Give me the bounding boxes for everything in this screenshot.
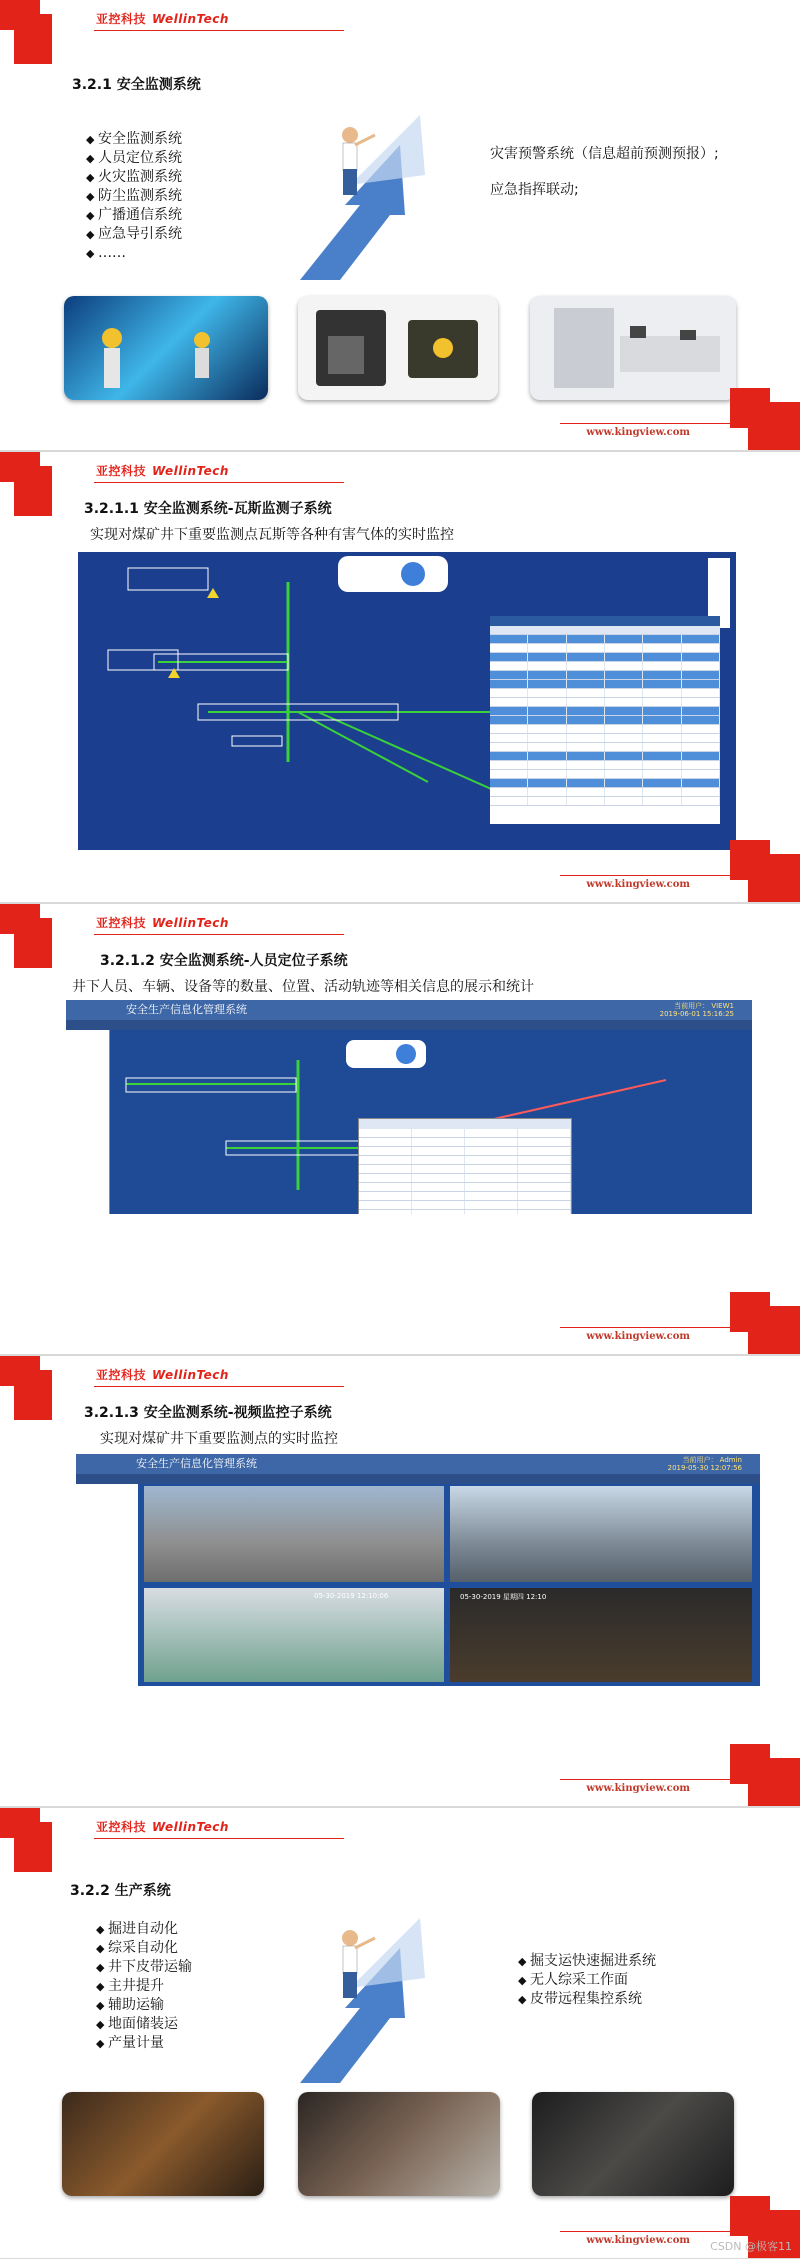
brand-logo: 亚控科技 WellinTech [96, 464, 229, 478]
camera-list[interactable] [76, 1484, 138, 1686]
corner-decoration [14, 918, 52, 968]
corner-decoration [14, 14, 52, 64]
divider [94, 1386, 344, 1387]
belt-conveyor-photo [532, 2092, 734, 2196]
bullet-list-left [96, 1920, 192, 2053]
divider [94, 1838, 344, 1839]
gas-monitoring-screen [78, 552, 736, 850]
footer-url: www.kingview.com [586, 879, 690, 890]
slide-safety-monitoring [0, 0, 800, 450]
corner-decoration [748, 402, 800, 450]
corner-decoration [748, 854, 800, 902]
personnel-table [358, 1118, 572, 1214]
divider [94, 482, 344, 483]
side-text: 灾害预警系统（信息超前预测预报）; 应急指挥联动; [490, 146, 719, 198]
personnel-app-screen [66, 1000, 752, 1214]
page-title: 3.2.1.1 安全监测系统-瓦斯监测子系统 [84, 501, 332, 517]
bullet-list [86, 130, 182, 263]
footer-url: www.kingview.com [586, 427, 690, 438]
list-item: ◆ 主井提升 [96, 1977, 192, 1996]
footer-url: www.kingview.com [586, 1331, 690, 1342]
header-info: 当前用户： VIEW1 2019-06-01 15:16:25 [659, 1002, 734, 1018]
app-title: 安全生产信息化管理系统 [66, 1000, 752, 1020]
list-item: ◆ 火灾监测系统 [86, 168, 182, 187]
control-cabinet-photo [530, 296, 736, 400]
camera-timestamp: 05-30-2019 星期四 12:10 [460, 1593, 547, 1601]
camera-view-3[interactable] [144, 1588, 444, 1682]
corner-decoration [14, 1822, 52, 1872]
list-item: ◆ 综采自动化 [96, 1939, 192, 1958]
list-item: ◆ 无人综采工作面 [518, 1971, 656, 1990]
list-item: ◆ 辅助运输 [96, 1996, 192, 2015]
brand-logo: 亚控科技 WellinTech [96, 1820, 229, 1834]
slide-gas-monitoring [0, 452, 800, 902]
camera-timestamp: 05-30-2019 12:10:06 [314, 1592, 389, 1600]
list-item: ◆ 产量计量 [96, 2034, 192, 2053]
footer-url: www.kingview.com [586, 1783, 690, 1794]
camera-view-4[interactable] [450, 1588, 752, 1682]
page-title: 3.2.1.3 安全监测系统-视频监控子系统 [84, 1405, 332, 1421]
video-app-screen [76, 1454, 760, 1686]
footer-url: www.kingview.com [586, 2235, 690, 2246]
page-subtitle: 井下人员、车辆、设备等的数量、位置、活动轨迹等相关信息的展示和统计 [72, 979, 534, 995]
watermark: CSDN @极客11 [710, 2240, 792, 2253]
corner-decoration [14, 466, 52, 516]
corner-decoration [748, 1758, 800, 1806]
list-item: ◆ 安全监测系统 [86, 130, 182, 149]
slide-production-systems [0, 1808, 800, 2258]
climbing-man-illustration [240, 105, 440, 285]
climbing-man-illustration [240, 1908, 440, 2088]
list-item: ◆ 皮带远程集控系统 [518, 1990, 656, 2009]
brand-logo: 亚控科技 WellinTech [96, 916, 229, 930]
camera-view-2[interactable] [450, 1486, 752, 1582]
slide-video-surveillance [0, 1356, 800, 1806]
header-info: 当前用户： Admin 2019-05-30 12:07:56 [667, 1456, 742, 1472]
page-subtitle: 实现对煤矿井下重要监测点的实时监控 [100, 1431, 338, 1447]
app-title: 安全生产信息化管理系统 [76, 1454, 760, 1474]
miners-tunnel-photo [64, 296, 268, 400]
page-title: 3.2.1 安全监测系统 [72, 77, 201, 93]
divider [94, 934, 344, 935]
list-item: ◆ 广播通信系统 [86, 206, 182, 225]
brand-logo: 亚控科技 WellinTech [96, 12, 229, 26]
camera-view-1[interactable] [144, 1486, 444, 1582]
telephone-equipment-photo [298, 296, 498, 400]
page-subtitle: 实现对煤矿井下重要监测点瓦斯等各种有害气体的实时监控 [90, 527, 454, 543]
page-title: 3.2.2 生产系统 [70, 1883, 171, 1899]
bullet-list-right [518, 1952, 656, 2009]
excavation-photo [62, 2092, 264, 2196]
app-nav[interactable] [76, 1474, 760, 1484]
slide-personnel-positioning [0, 904, 800, 1354]
divider [94, 30, 344, 31]
list-item: ◆ 人员定位系统 [86, 149, 182, 168]
list-item: ◆ 掘支运快速掘进系统 [518, 1952, 656, 1971]
list-item: ◆ 掘进自动化 [96, 1920, 192, 1939]
list-item: ◆ 防尘监测系统 [86, 187, 182, 206]
corner-decoration [14, 1370, 52, 1420]
list-item: ◆ 地面储装运 [96, 2015, 192, 2034]
corner-decoration [748, 1306, 800, 1354]
list-item: ◆ 井下皮带运输 [96, 1958, 192, 1977]
page-title: 3.2.1.2 安全监测系统-人员定位子系统 [100, 953, 348, 969]
list-item: ◆ 应急导引系统 [86, 225, 182, 244]
gas-data-table [490, 616, 720, 824]
list-item: ◆ …… [86, 244, 182, 263]
longwall-mining-photo [298, 2092, 500, 2196]
brand-logo: 亚控科技 WellinTech [96, 1368, 229, 1382]
